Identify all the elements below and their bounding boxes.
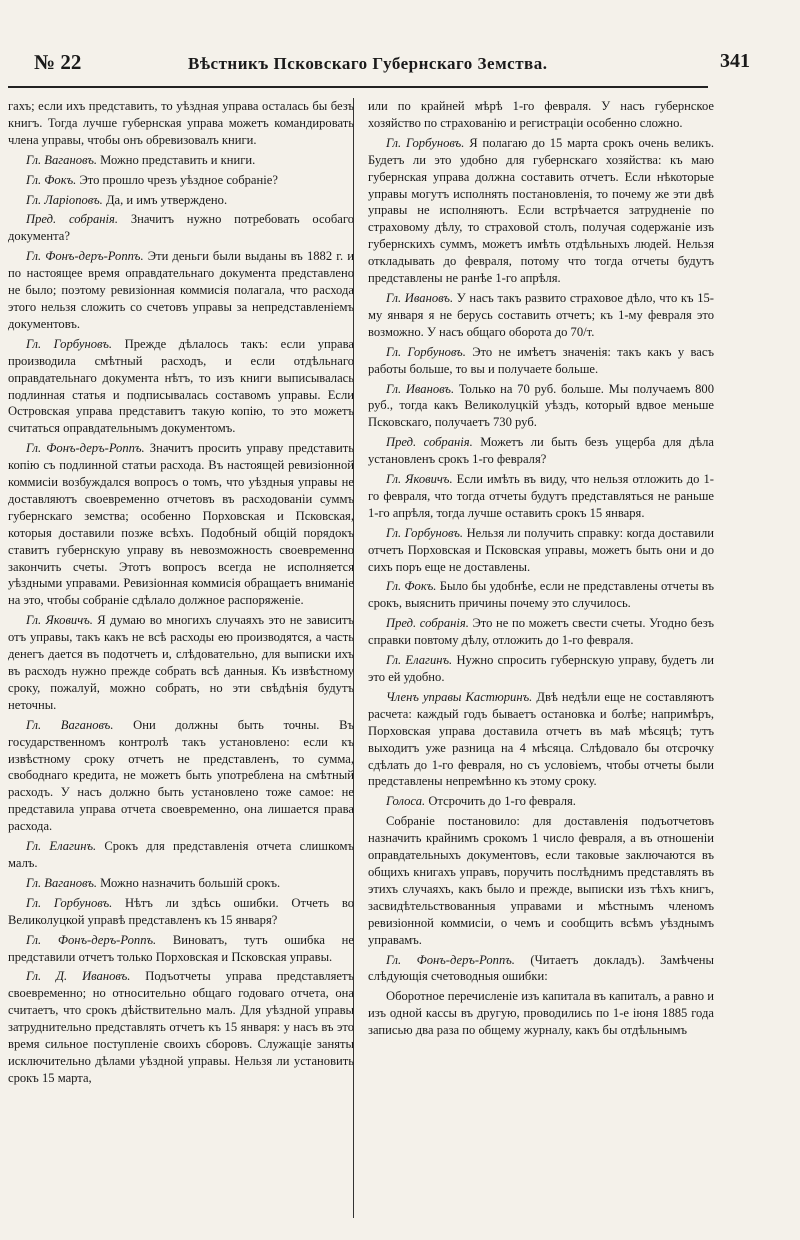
paragraph — [368, 471, 714, 522]
paragraph-text: Было бы удобнѣе, если не представлены отчеты въ срокъ, выяснить причины почему это случилось. — [368, 579, 714, 611]
paragraph — [8, 336, 354, 437]
speaker-name: Гл. Горбуновъ. — [386, 135, 465, 150]
paragraph-text: Можно назначить большiй срокъ. — [100, 875, 281, 890]
speaker-name: Гл. Яковичъ. — [386, 472, 453, 487]
paragraph — [368, 988, 714, 1039]
paragraph — [368, 525, 714, 576]
paragraph — [368, 615, 714, 649]
paragraph — [368, 98, 714, 132]
speaker-name: Голоса. — [386, 794, 426, 809]
paragraph-text: Они должны быть точны. Въ государственномъ контролѣ такъ установлено: если къ извѣстному сроку отчетъ не представленъ, то сумма, свободнаго кредита, не можетъ быть употреблена на смѣтный расходъ. У насъ должно быть установлено тоже самое: не представила управа отчета своевременно, она лишается права расхода. — [8, 717, 354, 834]
paragraph — [368, 813, 714, 948]
paragraph — [368, 952, 714, 986]
speaker-name: Пред. собранiя. — [26, 212, 119, 227]
speaker-name: Гл. Фокъ. — [26, 172, 77, 187]
paragraph-text: Это прошло чрезъ уѣздное собранiе? — [79, 172, 278, 187]
speaker-name: Гл. Горбуновъ. — [386, 344, 466, 359]
speaker-name: Гл. Ивановъ. — [386, 381, 455, 396]
paragraph-text: Можно представить и книги. — [100, 152, 256, 167]
speaker-name: Гл. Вагановъ. — [26, 717, 114, 732]
paragraph-text: Двѣ недѣли еще не составляютъ расчета: каждый годъ бываетъ остановка и болѣе; напримѣръ, Порховская управа доставила отчетъ въ маѣ мѣсяцѣ; тутъ выходитъ уже разница на 4 мѣсяца. Слѣдовало бы отсрочку сдѣлать до 1-го февраля, но съ условiемъ, чтобы отчеты были представлены непремѣнно къ этому сроку. — [368, 689, 714, 789]
speaker-name: Гл. Вагановъ. — [26, 152, 98, 167]
speaker-name: Гл. Горбуновъ. — [386, 525, 464, 540]
paragraph-text: Эти деньги были выданы въ 1882 г. и по настоящее время оправдательнаго документа представлено не было; поэтому ревизiонная коммисiя полагала, что расхода этого нельзя сложить со счетовъ управы за непредставленiемъ документовъ. — [8, 249, 354, 331]
paragraph — [8, 172, 354, 189]
speaker-name: Гл. Яковичъ. — [26, 613, 93, 628]
speaker-name: Гл. Елагинъ. — [26, 839, 97, 854]
paragraph — [8, 440, 354, 609]
paragraph-text: Можетъ ли быть безъ ущерба для дѣла установленъ срокъ 1-го февраля? — [368, 435, 714, 467]
paragraph-text: Это не по можетъ свести счеты. Угодно безъ справки повтому дѣлу, отложить до 1-го февраля. — [368, 616, 714, 648]
paragraph — [368, 434, 714, 468]
speaker-name: Гл. Фонъ-деръ-Роппъ. — [26, 441, 145, 456]
paragraph-text: Оборотное перечисленiе изъ капитала въ капиталъ, а равно и изъ одной кассы въ другую, проводились по 1-е iюня 1885 года записью два раза по общему журналу, какъ бы отдѣльнымъ — [368, 989, 714, 1038]
paragraph-text: Только на 70 руб. больше. Мы получаемъ 800 руб., тогда какъ Великолуцкiй уѣздъ, который вдвое меньше Псковскаго, получаетъ 730 руб. — [368, 381, 714, 430]
paragraph-text: (Читаетъ докладъ). Замѣчены слѣдующiя счетоводныя ошибки: — [368, 952, 714, 984]
page-number: 341 — [720, 50, 750, 72]
speaker-name: Гл. Фонъ-деръ-Роппъ. — [386, 952, 515, 967]
paragraph-text: Я полагаю до 15 марта срокъ очень великъ. Будетъ ли это удобно для губернскаго хозяйства: къ маю губернская управа должна составить отчетъ. Если нѣкоторые управы могутъ исполнять постановленiя, то почему же эти двѣ управы не исполняютъ. Если встрѣчается затрудненiе по страховому дѣлу, то страховой столъ, получая содержанiе изъ губернскихъ суммъ, можетъ имѣть отдѣльныхъ людей. Нельзя откладывать до февраля, потому что тогда отчеты будутъ представлены не ранѣе 1-го апрѣля. — [368, 135, 714, 286]
paragraph — [368, 135, 714, 287]
paragraph — [368, 290, 714, 341]
speaker-name: Членъ управы Кастюринъ. — [386, 689, 533, 704]
paragraph-text: Виноватъ, тутъ ошибка не представили отчетъ только Порховская и Псковская управы. — [8, 932, 354, 964]
paragraph — [8, 612, 354, 713]
paragraph-text: Значитъ просить управу представить копiю съ подлинной статьи расхода. Въ настоящей ревизiонной коммисiи возбуждался вопросъ о томъ, что уѣздныя управы не доставляютъ своевременно отчетовъ въ расходованiи суммъ губернскаго земства; особенно Порховская и Псковская, которыя доставили позже всѣхъ. Подобный общiй порядокъ ставитъ губернскую управу въ невозможность своевременно закончить счеты. Этотъ вопросъ всегда не исполняется уѣздными управами. Ревизiонная коммисiя обращаетъ вниманiе на это, чтобы собранiе сдѣлало должное распоряженiе. — [8, 441, 354, 608]
paragraph — [368, 578, 714, 612]
paragraph — [8, 98, 354, 149]
paragraph-text: Собранiе постановило: для доставленiя подъотчетовъ назначить крайнимъ сpокомъ 1 число февраля, а въ отношенiи оправдательныхъ документовъ, если таковые заключаются въ общихъ книгахъ управъ, поручить послѣднимъ представлять въ этихъ случаяхъ, какъ было и прежде, выписки изъ тѣхъ книгъ, засвидѣтельствованныя управами и мѣстнымъ членомъ ревизiонной коммисiи, о чемъ и сообщить всѣмъ уѣзднымъ управамъ. — [368, 814, 714, 947]
speaker-name: Гл. Елагинъ. — [386, 653, 453, 668]
speaker-name: Гл. Ивановъ. — [386, 290, 454, 305]
speaker-name: Гл. Фонъ-деръ-Роппъ. — [26, 249, 144, 264]
paragraph-text: гахъ; если ихъ представить, то уѣздная управа осталась бы безъ книгъ. Тогда лучше губернская управа можетъ командировать члена управы, чтобы онъ обревизовалъ книги. — [8, 99, 354, 147]
page-header — [8, 44, 750, 84]
speaker-name: Гл. Фокъ. — [386, 579, 437, 594]
speaker-name: Гл. Вагановъ. — [26, 875, 98, 890]
paragraph — [8, 248, 354, 333]
paragraph-text: У насъ такъ развито страховое дѣло, что къ 15-му января я не берусь составить отчетъ; къ 1-му февраля это возможно. У насъ общаго оборота до 70/т. — [368, 290, 714, 339]
speaker-name: Гл. Горбуновъ. — [26, 336, 113, 351]
paragraph-text: Нужно спросить губернскую управу, будетъ ли это ей удобно. — [368, 653, 714, 684]
paragraph — [368, 689, 714, 790]
paragraph — [368, 652, 714, 686]
paragraph — [368, 344, 714, 378]
paragraph — [8, 211, 354, 245]
speaker-name: Гл. Д. Ивановъ. — [26, 969, 131, 984]
text-columns — [8, 98, 714, 1228]
journal-title: Вѣстникъ Псковскаго Губернскаго Земства. — [188, 54, 548, 73]
paragraph-text: Нельзя ли получить справку: когда доставили отчетъ Порховская и Псковская управы, можетъ быть они и до сихъ поръ еще не доставлены. — [368, 525, 714, 574]
header-rule — [8, 86, 708, 88]
paragraph-text: Прежде дѣлалось такъ: если управа производила смѣтный расходъ, и если отдѣльнаго оправдательнаго документа нѣтъ, то изъ книги выписывалась подлинная статья и подписывалась составомъ управы. Если Островская управа представитъ такую копiю, то это можетъ считаться оправдательнымъ документомъ. — [8, 336, 354, 436]
paragraph — [368, 381, 714, 432]
speaker-name: Гл. Ларiоповъ. — [26, 192, 103, 207]
left-column — [8, 98, 354, 1228]
paragraph — [8, 875, 354, 892]
paragraph — [8, 932, 354, 966]
paragraph-text: Я думаю во многихъ случаяхъ это не зависитъ отъ управы, такъ какъ не всѣ расходы ею производятся, а часть денегъ дается въ подотчетъ и, слѣдовательно, для выписки ихъ въ расходъ нужно прежде собрать всѣ данныя. Къ извѣстному сроку, пожалуй, можно собрать, но эти свѣдѣнiя будутъ неточны. — [8, 613, 354, 712]
paragraph-text: или по крайней мѣрѣ 1-го февраля. У насъ губернское хозяйство по страхованiю и регистрацiи особенно сложно. — [368, 99, 714, 130]
paragraph-text: Подъотчеты управа представляетъ своевременно; но относительно общаго годоваго отчета, она считаетъ, что срокъ дѣйствительно малъ. Для уѣздной управы затруднительно представлять отчетъ къ 15 января: у насъ въ это время сильное поступленiе своихъ сборовъ. Служащiе заняты исключительно дѣлами уѣздной управы. Нельзя ли установить срокъ 15 марта, — [8, 969, 354, 1085]
paragraph-text: Значитъ нужно потребовать особаго документа? — [8, 212, 354, 244]
paragraph — [8, 968, 354, 1086]
paragraph — [8, 717, 354, 835]
paragraph-text: Нѣтъ ли здѣсь ошибки. Отчеть во Великолуцкой управѣ представленъ къ 15 января? — [8, 895, 354, 927]
paragraph-text: Да, и имъ утверждено. — [105, 192, 228, 207]
speaker-name: Пред. собранiя. — [386, 616, 469, 631]
paragraph-text: Это не имѣетъ значенiя: такъ какъ у васъ работы больше, то вы и получаете больше. — [368, 344, 714, 376]
paragraph — [8, 192, 354, 209]
speaker-name: Гл. Фонъ-деръ-Роппъ. — [26, 932, 157, 947]
paragraph — [8, 838, 354, 872]
speaker-name: Гл. Горбуновъ. — [26, 895, 113, 910]
paragraph — [8, 895, 354, 929]
paragraph-text: Если имѣть въ виду, что нельзя отложить до 1-го февраля, что тогда отчеты будутъ представляться не раньше 1-го апрѣля, тогда лучше оставить срокъ 15 января. — [368, 472, 714, 520]
paragraph — [368, 793, 714, 810]
paragraph-text: Отсрочить до 1-го февраля. — [428, 794, 576, 809]
issue-number: № 22 — [34, 50, 82, 74]
speaker-name: Пред. собранiя. — [386, 435, 473, 450]
right-column — [368, 98, 714, 1228]
paragraph-text: Срокъ для представленiя отчета слишкомъ малъ. — [8, 839, 354, 870]
paragraph — [8, 152, 354, 169]
